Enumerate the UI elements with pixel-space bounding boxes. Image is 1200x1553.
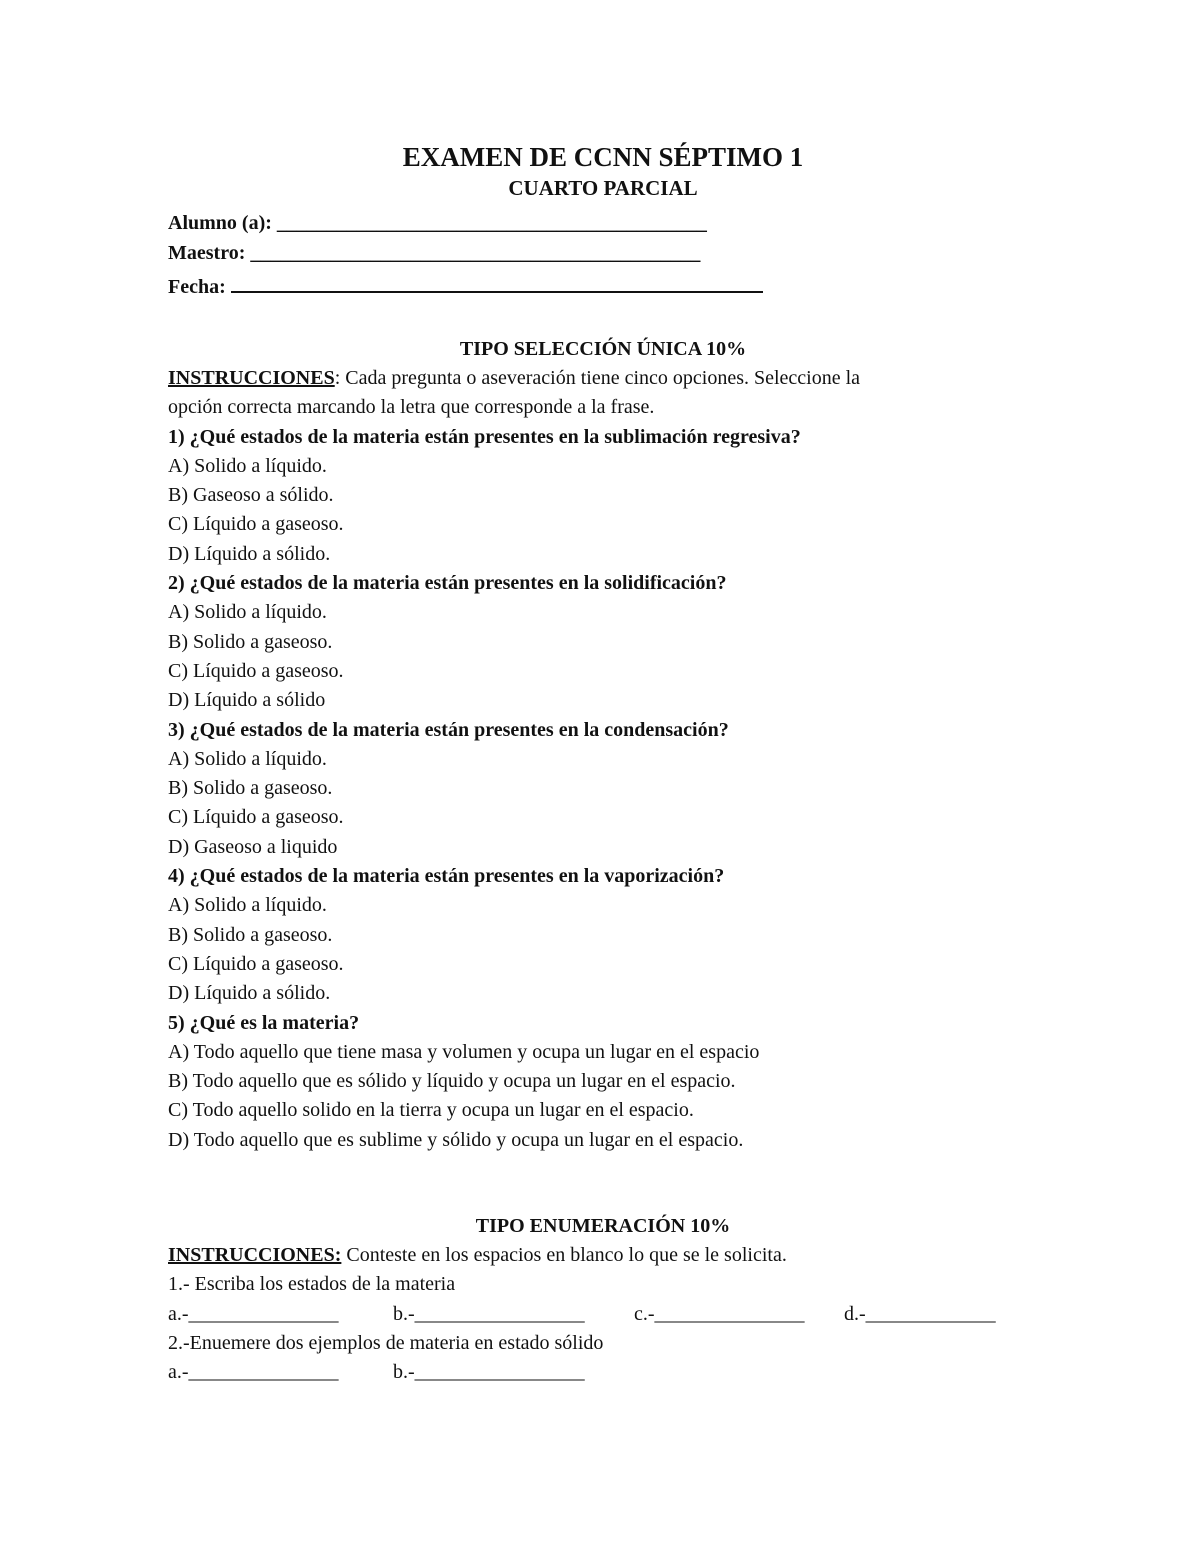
question-1-option-d: D) Líquido a sólido.	[168, 542, 331, 565]
blank-b: b.-_________________	[393, 1302, 585, 1325]
question-5-option-c: C) Todo aquello solido en la tierra y ocupa un lugar en el espacio.	[168, 1099, 694, 1122]
question-4-option-c: C) Líquido a gaseoso.	[168, 952, 344, 975]
date-field	[168, 272, 1038, 302]
question-2-option-c: C) Líquido a gaseoso.	[168, 659, 344, 682]
teacher-field: Maestro: _____________________________________________	[168, 242, 701, 264]
enumeration-item-2-blanks	[168, 1358, 1038, 1387]
enumeration-item-2: 2.-Enuemere dos ejemplos de materia en estado sólido	[168, 1331, 604, 1354]
exam-title: EXAMEN DE CCNN SÉPTIMO 1	[402, 142, 804, 172]
instructions-label: INSTRUCCIONES	[168, 367, 335, 389]
enumeration-instructions-label: INSTRUCCIONES:	[168, 1244, 342, 1267]
question-4-option-b: B) Solido a gaseoso.	[168, 923, 333, 946]
date-label: Fecha:	[168, 276, 231, 298]
question-5-option-a: A) Todo aquello que tiene masa y volumen y ocupa un lugar en el espacio	[168, 1040, 760, 1063]
question-2-option-b: B) Solido a gaseoso.	[168, 630, 333, 653]
question-1-option-c: C) Líquido a gaseoso.	[168, 513, 344, 536]
blank-a: a.-_______________	[168, 1361, 339, 1384]
enumeration-item-1: 1.- Escriba los estados de la materia	[168, 1273, 456, 1296]
question-2-option-d: D) Líquido a sólido	[168, 689, 326, 712]
question-1-option-a: A) Solido a líquido.	[168, 454, 327, 477]
instructions-text: : Cada pregunta o aseveración tiene cinco opciones. Seleccione la	[334, 367, 861, 389]
section-enumeration-instructions	[168, 1241, 1038, 1270]
question-3-option-a: A) Solido a líquido.	[168, 747, 327, 770]
enumeration-instructions-text: Conteste en los espacios en blanco lo que se le solicita.	[341, 1244, 787, 1267]
question-4-option-a: A) Solido a líquido.	[168, 894, 327, 917]
enumeration-item-1-blanks	[168, 1300, 1038, 1329]
question-3-option-d: D) Gaseoso a liquido	[168, 835, 338, 858]
student-field: Alumno (a): ___________________________________________	[168, 212, 707, 234]
question-4-option-d: D) Líquido a sólido.	[168, 982, 331, 1005]
blank-a: a.-_______________	[168, 1302, 339, 1325]
instructions-text-line2: opción correcta marcando la letra que corresponde a la frase.	[168, 396, 655, 419]
question-4: 4) ¿Qué estados de la materia están presentes en la vaporización?	[168, 865, 725, 888]
question-3: 3) ¿Qué estados de la materia están presentes en la condensación?	[168, 718, 729, 741]
exam-subtitle: CUARTO PARCIAL	[508, 176, 698, 200]
question-5-option-b: B) Todo aquello que es sólido y líquido y ocupa un lugar en el espacio.	[168, 1070, 736, 1093]
section-single-choice-heading: TIPO SELECCIÓN ÚNICA 10%	[459, 338, 747, 360]
blank-d: d.-_____________	[844, 1302, 996, 1325]
section-single-choice-instructions	[168, 364, 1038, 393]
section-enumeration-heading: TIPO ENUMERACIÓN 10%	[475, 1215, 731, 1238]
question-3-option-b: B) Solido a gaseoso.	[168, 777, 333, 800]
question-5-option-d: D) Todo aquello que es sublime y sólido y ocupa un lugar en el espacio.	[168, 1128, 744, 1151]
question-2-option-a: A) Solido a líquido.	[168, 601, 327, 624]
blank-b: b.-_________________	[393, 1361, 585, 1384]
question-3-option-c: C) Líquido a gaseoso.	[168, 806, 344, 829]
exam-content	[168, 140, 1038, 1388]
date-blank-line	[231, 273, 763, 293]
question-1-option-b: B) Gaseoso a sólido.	[168, 484, 334, 507]
question-1: 1) ¿Qué estados de la materia están presentes en la sublimación regresiva?	[168, 425, 801, 448]
question-2: 2) ¿Qué estados de la materia están presentes en la solidificación?	[168, 572, 727, 595]
question-5: 5) ¿Qué es la materia?	[168, 1011, 360, 1034]
blank-c: c.-_______________	[634, 1302, 805, 1325]
